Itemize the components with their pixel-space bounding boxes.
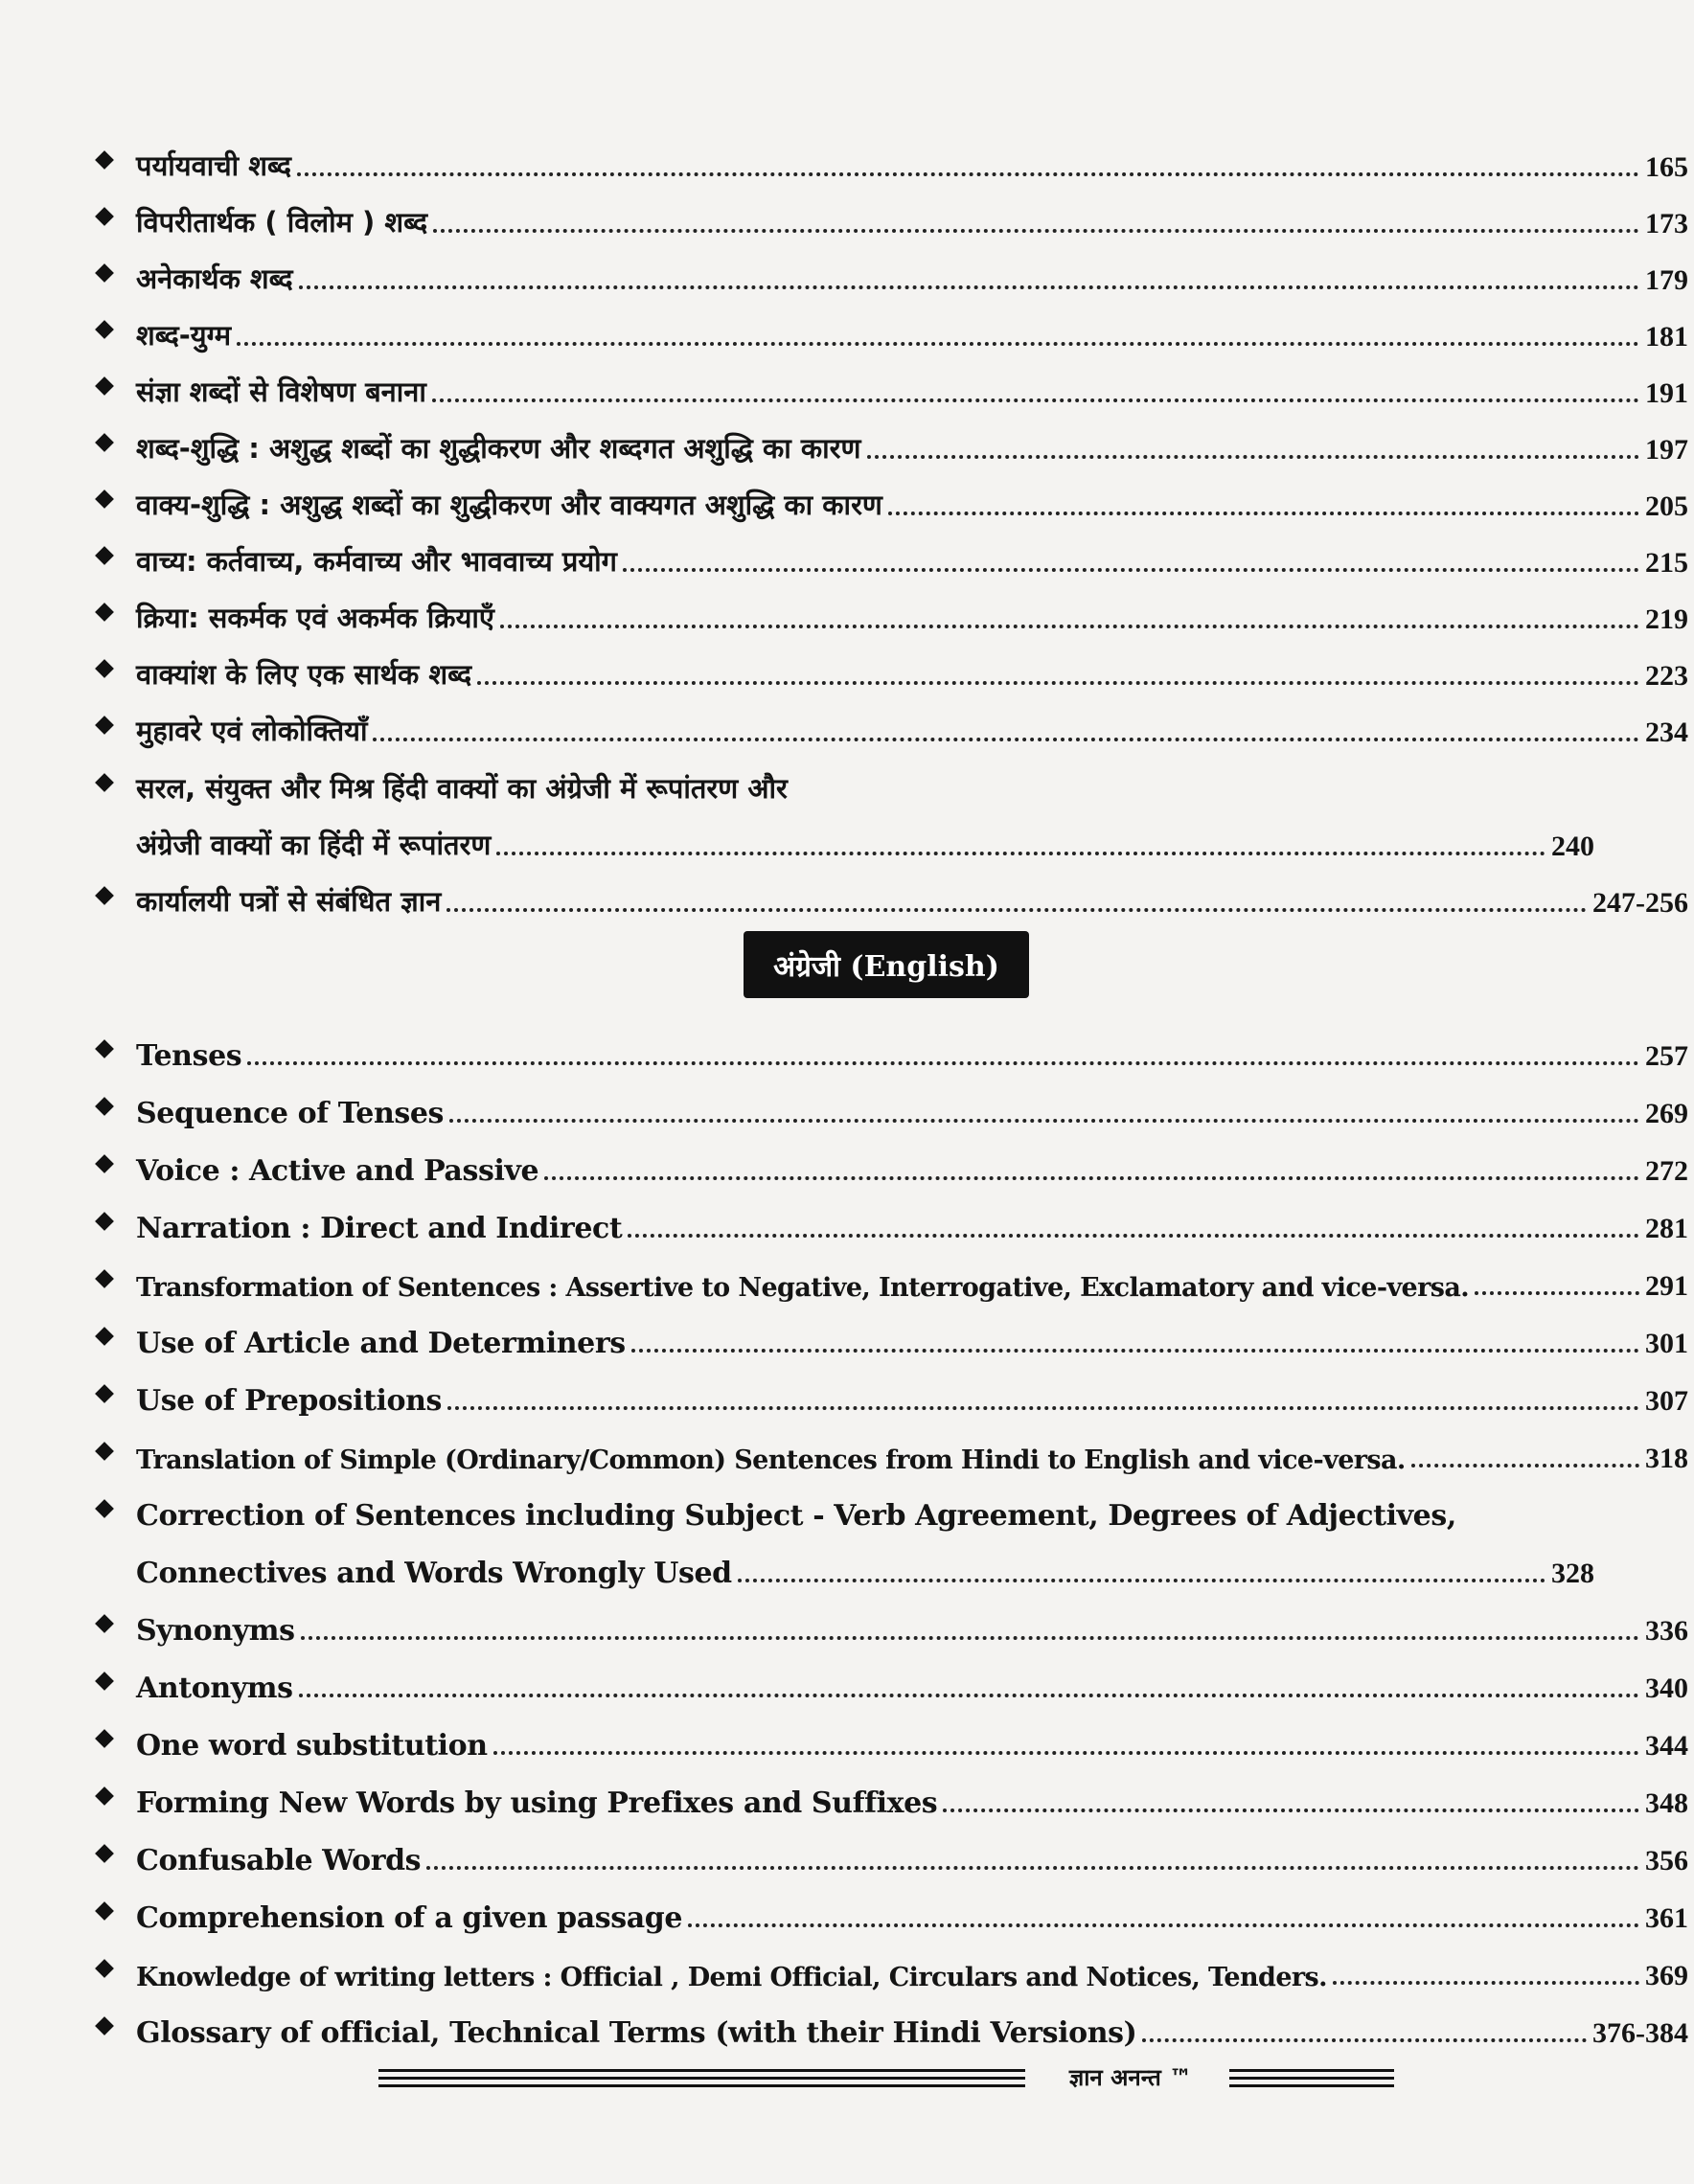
dot-leader — [544, 1176, 1639, 1180]
toc-entry[interactable] — [88, 134, 1688, 184]
toc-entry[interactable] — [88, 304, 1688, 353]
entry-title: शब्द-शुद्धि : अशुद्ध शब्दों का शुद्धीकरण और शब्दगत अशुद्धि का कारण — [136, 432, 861, 465]
footer-rule-right-bottom — [1229, 2077, 1394, 2080]
toc-entry[interactable] — [88, 530, 1688, 580]
diamond-bullet-icon — [95, 1327, 114, 1346]
toc-entry[interactable] — [88, 1598, 1688, 1648]
page-footer — [378, 2061, 1394, 2100]
entry-title: Comprehension of a given passage — [136, 1901, 683, 1935]
entry-title: Forming New Words by using Prefixes and Suffixes — [136, 1786, 938, 1820]
page-number: 340 — [1645, 1672, 1688, 1704]
toc-entry[interactable] — [88, 699, 1688, 749]
toc-entry[interactable] — [88, 1253, 1688, 1303]
entry-title: Glossary of official, Technical Terms (with their Hindi Versions) — [136, 2016, 1137, 2050]
dot-leader — [299, 1694, 1639, 1697]
diamond-bullet-icon — [95, 1154, 114, 1173]
entry-title: सरल, संयुक्त और मिश्र हिंदी वाक्यों का अंग्रेजी में रूपांतरण और — [136, 772, 788, 805]
page-number: 219 — [1645, 603, 1688, 635]
toc-entry[interactable] — [88, 1310, 1688, 1360]
entry-title-continuation: अंग्रेजी वाक्यों का हिंदी में रूपांतरण — [136, 829, 492, 861]
toc-entry[interactable] — [88, 473, 1688, 523]
diamond-bullet-icon — [95, 433, 114, 452]
toc-entry-continuation[interactable] — [0, 1540, 1600, 1590]
page-number: 205 — [1645, 490, 1688, 522]
dot-leader — [449, 1119, 1639, 1123]
page-number: 356 — [1645, 1845, 1688, 1877]
footer-rule-right-top — [1229, 2069, 1394, 2072]
footer-rule-left-bottom — [378, 2077, 1025, 2080]
page-number: 281 — [1645, 1213, 1688, 1244]
diamond-bullet-icon — [95, 207, 114, 226]
dot-leader — [433, 229, 1639, 233]
page-number: 376-384 — [1592, 2017, 1688, 2049]
entry-title: वाक्य-शुद्धि : अशुद्ध शब्दों का शुद्धीकरण और वाक्यगत अशुद्धि का कारण — [136, 489, 882, 521]
diamond-bullet-icon — [95, 773, 114, 792]
dot-leader — [301, 1636, 1639, 1640]
diamond-bullet-icon — [95, 2016, 114, 2036]
dot-leader — [867, 455, 1639, 459]
diamond-bullet-icon — [95, 1212, 114, 1231]
page-number: 344 — [1645, 1730, 1688, 1762]
diamond-bullet-icon — [95, 1097, 114, 1116]
toc-entry[interactable] — [88, 1885, 1688, 1935]
entry-title: Voice : Active and Passive — [136, 1154, 539, 1188]
toc-entry[interactable] — [88, 360, 1688, 410]
page-number: 361 — [1645, 1902, 1688, 1934]
entry-title: Synonyms — [136, 1614, 295, 1648]
toc-entry[interactable] — [88, 1770, 1688, 1820]
entry-title-continuation: Connectives and Words Wrongly Used — [136, 1557, 732, 1590]
page-number: 301 — [1645, 1328, 1688, 1359]
diamond-bullet-icon — [95, 1844, 114, 1863]
entry-title: कार्यालयी पत्रों से संबंधित ज्ञान — [136, 885, 442, 918]
toc-entry[interactable] — [88, 1368, 1688, 1418]
dot-leader — [1333, 1981, 1639, 1985]
page-number: 165 — [1645, 151, 1688, 183]
dot-leader — [426, 1866, 1639, 1870]
page-number: 369 — [1645, 1960, 1688, 1991]
dot-leader — [628, 1234, 1639, 1238]
dot-leader — [1411, 1464, 1639, 1467]
toc-entry[interactable] — [88, 1713, 1688, 1763]
page-number: 173 — [1645, 208, 1688, 239]
entry-title: Transformation of Sentences : Assertive to Negative, Interrogative, Exclamatory and vice-versa. — [136, 1273, 1470, 1303]
toc-entry[interactable] — [88, 417, 1688, 466]
dot-leader — [623, 568, 1639, 572]
diamond-bullet-icon — [95, 1901, 114, 1921]
entry-title: Translation of Simple (Ordinary/Common) Sentences from Hindi to English and vice-versa. — [136, 1445, 1406, 1475]
entry-title: One word substitution — [136, 1729, 488, 1763]
toc-entry-first-line[interactable] — [88, 1483, 1688, 1533]
page-number: 179 — [1645, 264, 1688, 296]
footer-rule-right-extra — [1229, 2084, 1394, 2087]
entry-title: Tenses — [136, 1039, 242, 1073]
page-number: 318 — [1645, 1443, 1688, 1474]
toc-entry[interactable] — [88, 1023, 1688, 1073]
entry-title: अनेकार्थक शब्द — [136, 262, 293, 295]
dot-leader — [631, 1349, 1639, 1353]
dot-leader — [496, 852, 1545, 855]
page-number: 328 — [1551, 1558, 1594, 1589]
entry-title: मुहावरे एवं लोकोक्तियाँ — [136, 715, 368, 747]
footer-rule-left-extra — [378, 2084, 1025, 2087]
page-number: 272 — [1645, 1155, 1688, 1187]
diamond-bullet-icon — [95, 886, 114, 905]
page-number: 269 — [1645, 1098, 1688, 1129]
diamond-bullet-icon — [95, 1039, 114, 1058]
dot-leader — [888, 512, 1639, 515]
entry-title: क्रिया: सकर्मक एवं अकर्मक क्रियाएँ — [136, 602, 494, 634]
entry-title: Antonyms — [136, 1672, 293, 1705]
diamond-bullet-icon — [95, 376, 114, 396]
diamond-bullet-icon — [95, 1384, 114, 1403]
toc-entry[interactable] — [88, 870, 1688, 920]
dot-leader — [432, 398, 1639, 402]
dot-leader — [1475, 1291, 1639, 1295]
toc-entry[interactable] — [88, 1425, 1688, 1475]
diamond-bullet-icon — [95, 1442, 114, 1461]
entry-title: Correction of Sentences including Subject - Verb Agreement, Degrees of Adjectives, — [136, 1499, 1456, 1533]
toc-entry[interactable] — [88, 643, 1688, 693]
toc-entry[interactable] — [88, 1138, 1688, 1188]
page-number: 215 — [1645, 547, 1688, 579]
entry-title: Sequence of Tenses — [136, 1097, 445, 1130]
dot-leader — [500, 625, 1639, 628]
entry-title: वाच्य: कर्तवाच्य, कर्मवाच्य और भाववाच्य प्रयोग — [136, 545, 617, 578]
dot-leader — [688, 1923, 1639, 1927]
page-number: 234 — [1645, 717, 1688, 748]
diamond-bullet-icon — [95, 659, 114, 678]
page-number: 181 — [1645, 321, 1688, 353]
dot-leader — [299, 285, 1639, 289]
entry-title: वाक्यांश के लिए एक सार्थक शब्द — [136, 658, 472, 691]
diamond-bullet-icon — [95, 1269, 114, 1288]
diamond-bullet-icon — [95, 1786, 114, 1806]
diamond-bullet-icon — [95, 1959, 114, 1978]
diamond-bullet-icon — [95, 150, 114, 170]
dot-leader — [738, 1579, 1545, 1582]
dot-leader — [247, 1061, 1639, 1065]
dot-leader — [447, 1406, 1639, 1410]
entry-title: Use of Article and Determiners — [136, 1327, 626, 1360]
toc-entry[interactable] — [88, 247, 1688, 297]
entry-title: Knowledge of writing letters : Official , Demi Official, Circulars and Notices, Tenders. — [136, 1963, 1327, 1992]
diamond-bullet-icon — [95, 1729, 114, 1748]
entry-title: Narration : Direct and Indirect — [136, 1212, 623, 1245]
page-number: 247-256 — [1592, 887, 1688, 919]
page-number: 257 — [1645, 1040, 1688, 1072]
entry-title: विपरीतार्थक ( विलोम ) शब्द — [136, 206, 428, 239]
entry-title: पर्यायवाची शब्द — [136, 149, 292, 182]
diamond-bullet-icon — [95, 320, 114, 339]
english-section-header: अंग्रेजी (English) — [744, 931, 1029, 998]
diamond-bullet-icon — [95, 263, 114, 283]
page-number: 191 — [1645, 377, 1688, 409]
dot-leader — [1142, 2038, 1587, 2042]
dot-leader — [477, 681, 1639, 685]
toc-entry[interactable] — [88, 1195, 1688, 1245]
dot-leader — [446, 908, 1587, 912]
page-number: 223 — [1645, 660, 1688, 692]
diamond-bullet-icon — [95, 1672, 114, 1691]
toc-entry[interactable] — [88, 1943, 1688, 1992]
dot-leader — [373, 738, 1639, 741]
toc-entry[interactable] — [88, 1655, 1688, 1705]
entry-title: Confusable Words — [136, 1844, 422, 1877]
toc-entry-continuation[interactable] — [0, 813, 1600, 863]
diamond-bullet-icon — [95, 546, 114, 565]
entry-title: शब्द-युग्म — [136, 319, 232, 352]
entry-title: Use of Prepositions — [136, 1384, 443, 1418]
dot-leader — [237, 342, 1639, 346]
dot-leader — [943, 1809, 1639, 1812]
page-number: 291 — [1645, 1270, 1688, 1302]
entry-title: संज्ञा शब्दों से विशेषण बनाना — [136, 375, 426, 408]
toc-entry[interactable] — [88, 191, 1688, 240]
diamond-bullet-icon — [95, 603, 114, 622]
diamond-bullet-icon — [95, 716, 114, 735]
toc-entry[interactable] — [88, 586, 1688, 636]
page-number: 240 — [1551, 830, 1594, 862]
diamond-bullet-icon — [95, 1614, 114, 1633]
toc-entry[interactable] — [88, 1081, 1688, 1130]
toc-entry[interactable] — [88, 2000, 1688, 2050]
diamond-bullet-icon — [95, 489, 114, 509]
page-number: 307 — [1645, 1385, 1688, 1417]
footer-rule-left-top — [378, 2069, 1025, 2072]
page-number: 197 — [1645, 434, 1688, 466]
page-number: 336 — [1645, 1615, 1688, 1647]
toc-entry[interactable] — [88, 1828, 1688, 1877]
dot-leader — [297, 172, 1639, 176]
toc-entry-first-line[interactable] — [88, 757, 1688, 807]
diamond-bullet-icon — [95, 1499, 114, 1518]
footer-brand: ज्ञान अनन्त ™ — [1068, 2064, 1193, 2091]
dot-leader — [493, 1751, 1639, 1755]
page-number: 348 — [1645, 1787, 1688, 1819]
